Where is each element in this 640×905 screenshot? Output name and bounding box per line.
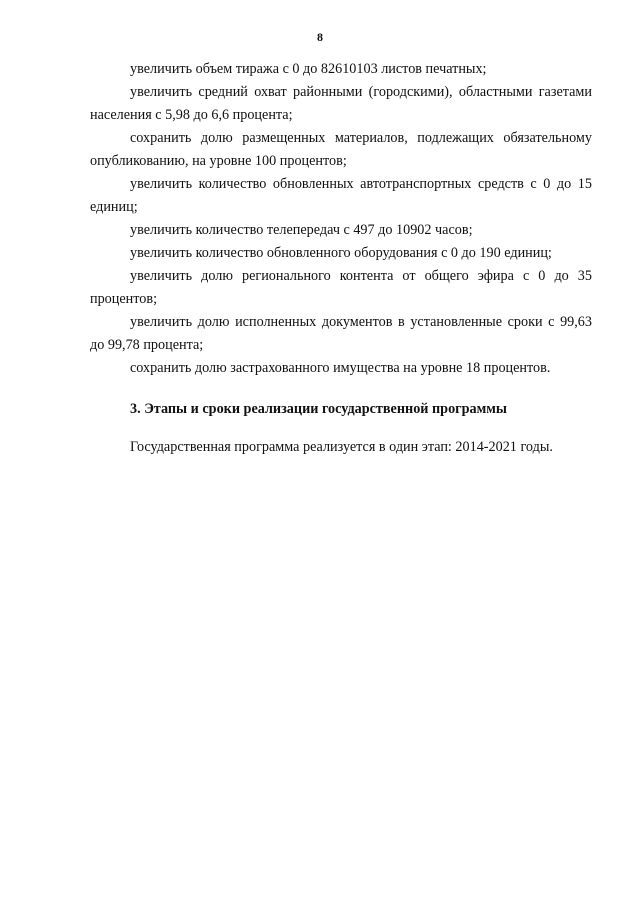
page-number: 8 [317, 30, 323, 44]
section-heading: 3. Этапы и сроки реализации государственной программы [130, 401, 507, 417]
document-body [90, 58, 592, 459]
section-text: Государственная программа реализуется в один этап: 2014-2021 годы. [130, 439, 553, 455]
list-item: увеличить количество обновленных автотранспортных средств с 0 до 15 единиц; [90, 176, 592, 215]
list-item: увеличить объем тиража с 0 до 82610103 листов печатных; [130, 61, 487, 77]
list-item: увеличить количество обновленного оборудования с 0 до 190 единиц; [130, 245, 552, 261]
list-item: увеличить средний охват районными (городскими), областными газетами населения с 5,98 до 6,6 процента; [90, 84, 592, 123]
list-item: сохранить долю размещенных материалов, подлежащих обязательному опубликованию, на уровне 100 процентов; [90, 130, 592, 169]
list-item: сохранить долю застрахованного имущества на уровне 18 процентов. [130, 360, 551, 376]
list-item: увеличить долю исполненных документов в установленные сроки с 99,63 до 99,78 процента; [90, 314, 592, 353]
list-item: увеличить количество телепередач с 497 до 10902 часов; [130, 222, 473, 238]
list-item: увеличить долю регионального контента от общего эфира с 0 до 35 процентов; [90, 268, 592, 307]
